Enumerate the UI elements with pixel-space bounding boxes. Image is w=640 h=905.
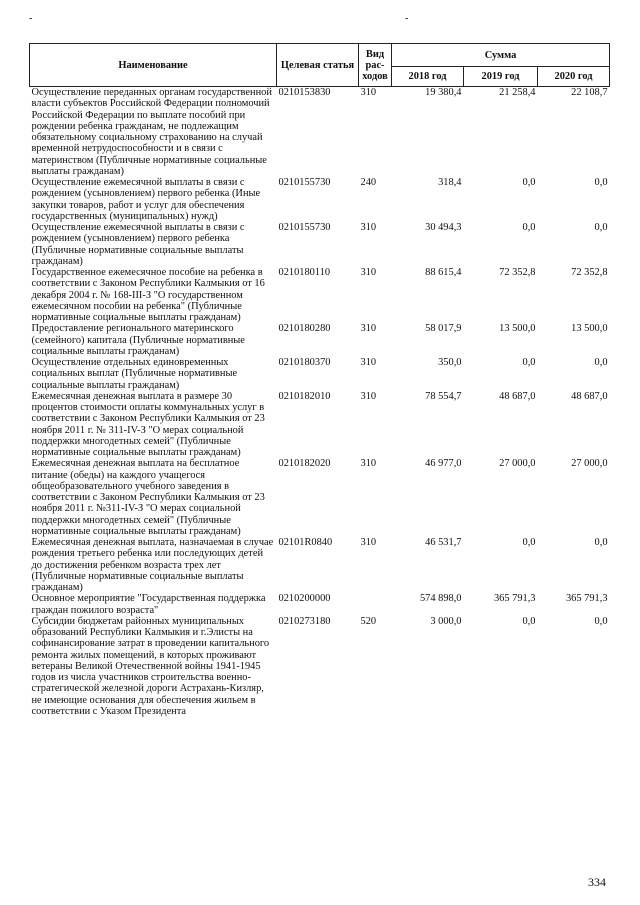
row-2019: 48 687,0 <box>499 390 536 402</box>
row-vid: 310 <box>360 390 377 402</box>
row-vid: 310 <box>360 87 377 98</box>
row-2020: 0,0 <box>594 222 608 233</box>
table-row <box>30 537 610 593</box>
row-2018: 58 017,9 <box>425 323 462 335</box>
table-row <box>30 222 610 267</box>
table-row <box>30 177 610 222</box>
row-name: Предоставление регионального материнского (семейного) капитала (Публичные нормативные социальные выплаты гражданам) <box>31 323 245 357</box>
row-vid: 310 <box>360 537 377 548</box>
row-2018: 19 380,4 <box>425 87 462 98</box>
row-2018: 78 554,7 <box>425 390 462 402</box>
row-vid: 310 <box>360 222 377 233</box>
row-2018: 88 615,4 <box>425 267 462 278</box>
row-2020: 27 000,0 <box>571 458 608 470</box>
row-2019: 0,0 <box>522 615 536 627</box>
row-code: 0210180280 <box>278 323 331 335</box>
scan-mark-left: - <box>29 13 33 24</box>
table-body <box>30 87 610 718</box>
row-2020: 48 687,0 <box>571 390 608 402</box>
table-row <box>30 323 610 357</box>
header-year-2018: 2018 год <box>392 67 464 87</box>
row-2019: 72 352,8 <box>499 267 536 278</box>
row-2019: 0,0 <box>522 177 536 188</box>
table-row <box>30 87 610 178</box>
row-code: 0210155730 <box>278 222 331 233</box>
row-2019: 21 258,4 <box>499 87 536 98</box>
row-name: Ежемесячная денежная выплата на бесплатное питание (обеды) на каждого учащегося общеобразовательного учебного заведения в соответствии с Законом Республики Калмыкия от 23 ноября 2011 г. №311-IV-З "О мерах социальной поддержки многодетных семей" (Публичные нормативные социальные выплаты гражданам) <box>31 458 265 537</box>
header-vid: Вид рас-ходов <box>359 44 392 87</box>
row-vid: 310 <box>360 458 377 470</box>
row-name: Осуществление ежемесячной выплаты в связи с рождением (усыновлением) первого ребенка (Публичные нормативные социальные выплаты гражданам) <box>31 222 245 267</box>
row-2018: 46 531,7 <box>425 537 462 548</box>
row-2020: 0,0 <box>594 357 608 368</box>
table-row <box>30 357 610 391</box>
page-number: 334 <box>588 875 606 889</box>
row-2020: 72 352,8 <box>571 267 608 278</box>
scan-mark-right: - <box>405 13 409 24</box>
row-2020: 13 500,0 <box>571 323 608 335</box>
header-sum: Сумма <box>392 44 610 67</box>
row-2019: 13 500,0 <box>499 323 536 335</box>
row-2020: 365 791,3 <box>565 593 608 605</box>
row-vid: 520 <box>360 615 377 627</box>
header-year-2020: 2020 год <box>538 67 610 87</box>
header-year-2019: 2019 год <box>464 67 538 87</box>
table-row <box>30 616 610 717</box>
row-name: Государственное ежемесячное пособие на ребенка в соответствии с Законом Республики Калмыкия от 16 декабря 2004 г. № 168-III-З "О государственном ежемесячном пособии на ребенка" (Публичные нормативные социальные выплаты гражданам) <box>31 267 265 323</box>
row-2019: 27 000,0 <box>499 458 536 470</box>
row-vid: 310 <box>360 267 377 278</box>
row-vid: 240 <box>360 177 377 188</box>
row-code: 0210155730 <box>278 177 331 188</box>
row-name: Осуществление ежемесячной выплаты в связи с рождением (усыновлением) первого ребенка (Иные закупки товаров, работ и услуг для обеспечения государственных (муниципальных) нужд) <box>31 177 261 222</box>
row-2018: 30 494,3 <box>425 222 462 233</box>
row-vid: 310 <box>360 323 377 335</box>
row-2019: 0,0 <box>522 357 536 368</box>
table-row <box>30 391 610 459</box>
row-2019: 365 791,3 <box>493 593 536 605</box>
row-code: 0210182010 <box>278 390 331 402</box>
row-name: Субсидии бюджетам районных муниципальных образований Республики Калмыкия и г.Элисты на софинансирование затрат в проведении капитального ремонта жилых помещений, в которых проживают ветераны Великой Отечественной войны 1941-1945 годов из числа участников строительства военно-стратегической железной дороги Астрахань-Кизляр, не имеющие основания для обеспечения жильем в соответствии с Указом Президента <box>31 615 270 717</box>
row-code: 0210153830 <box>278 87 331 98</box>
row-code: 0210180370 <box>278 357 331 368</box>
row-vid: 310 <box>360 357 377 368</box>
row-2020: 22 108,7 <box>571 87 608 98</box>
row-2020: 0,0 <box>594 615 608 627</box>
row-name: Ежемесячная денежная выплата, назначаемая в случае рождения третьего ребенка или последующих детей до достижения ребенком возраста трех лет (Публичные нормативные социальные выплаты гражданам) <box>31 537 274 593</box>
row-2018: 350,0 <box>438 357 462 368</box>
row-2018: 318,4 <box>438 177 462 188</box>
row-2018: 574 898,0 <box>419 593 462 605</box>
row-2019: 0,0 <box>522 222 536 233</box>
header-target: Целевая статья <box>277 44 359 87</box>
header-name: Наименование <box>30 44 277 87</box>
row-code: 0210200000 <box>278 593 331 605</box>
row-2018: 46 977,0 <box>425 458 462 470</box>
row-code: 0210182020 <box>278 458 331 470</box>
row-2020: 0,0 <box>594 537 608 548</box>
table-row <box>30 593 610 616</box>
table-row <box>30 267 610 323</box>
row-name: Осуществление переданных органам государственной власти субъектов Российской Федерации полномочий Российской Федерации по выплате пособий при рождении ребенка гражданам, не подлежащим обязательному социальному страхованию на случай временной нетрудоспособности и в связи с материнством (Публичные нормативные социальные выплаты гражданам) <box>31 87 272 177</box>
row-2019: 0,0 <box>522 537 536 548</box>
row-code: 0210180110 <box>278 267 331 278</box>
table-header <box>30 44 610 87</box>
row-2020: 0,0 <box>594 177 608 188</box>
table-row <box>30 458 610 537</box>
budget-table <box>29 43 610 717</box>
row-2018: 3 000,0 <box>430 615 462 627</box>
row-vid <box>359 593 392 616</box>
row-code: 02101R0840 <box>278 537 333 548</box>
row-code: 0210273180 <box>278 615 331 627</box>
row-name: Ежемесячная денежная выплата в размере 30 процентов стоимости оплаты коммунальных услуг в соответствии с Законом Республики Калмыкия от 23 ноября 2011 г. № 311-IV-З "О мерах социальной поддержки многодетных семей" (Публичные нормативные социальные выплаты гражданам) <box>31 390 265 458</box>
row-name: Основное мероприятие "Государственная поддержка граждан пожилого возраста" <box>31 593 266 616</box>
row-name: Осуществление отдельных единовременных социальных выплат (Публичные нормативные социальные выплаты гражданам) <box>31 357 238 391</box>
